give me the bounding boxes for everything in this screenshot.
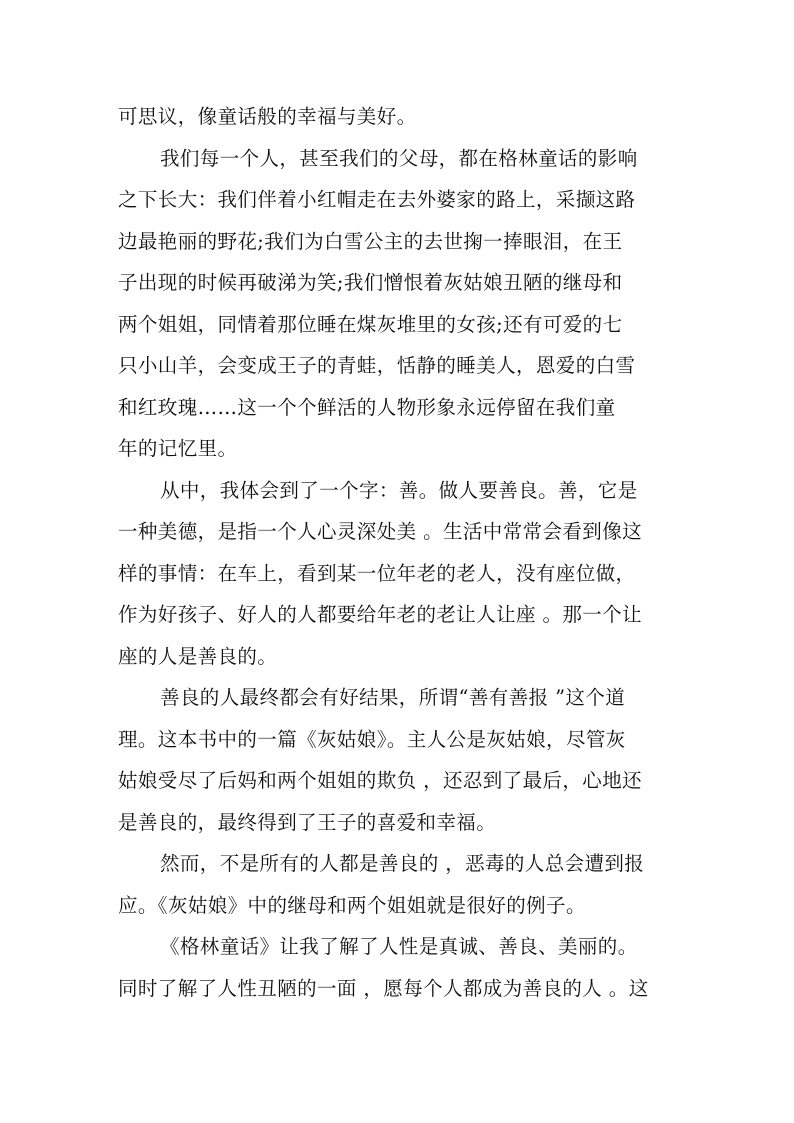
paragraph-start-line: 然而，不是所有的人都是善良的 ，恶毒的人总会遭到报 <box>160 852 645 875</box>
text-line: 姑娘受尽了后妈和两个姐姐的欺负 ，还忍到了最后，心地还 <box>118 769 642 792</box>
text-line: 作为好孩子、好人的人都要给年老的老让人让座 。那一个让 <box>118 603 642 626</box>
paragraph-start-line: 我们每一个人，甚至我们的父母，都在格林童话的影响 <box>160 146 638 170</box>
paragraph-start-line: 善良的人最终都会有好结果，所谓“善有善报 ”这个道 <box>160 686 626 709</box>
text-line: 和红玫瑰……这一个个鲜活的人物形象永远停留在我们童 <box>118 395 616 419</box>
text-line: 座的人是善良的。 <box>118 644 278 668</box>
paragraph-start-line: 《格林童话》让我了解了人性是真诚、善良、美丽的。 <box>160 935 638 958</box>
body-text <box>118 96 698 1009</box>
text-line: 两个姐姐，同情着那位睡在煤灰堆里的女孩;还有可爱的七 <box>118 312 623 336</box>
text-line: 同时了解了人性丑陋的一面 ，愿每个人都成为善良的人 。这 <box>118 976 649 1000</box>
text-line: 一种美德，是指一个人心灵深处美 。生活中常常会看到像这 <box>118 520 642 543</box>
text-line: 只小山羊，会变成王子的青蛙，恬静的睡美人，恩爱的白雪 <box>118 354 636 377</box>
paragraph-start-line: 从中，我体会到了一个字：善。做人要善良。善，它是 <box>160 478 638 502</box>
text-line: 可思议，像童话般的幸福与美好。 <box>118 105 417 128</box>
text-line: 理。这本书中的一篇《灰姑娘》。主人公是灰姑娘，尽管灰 <box>118 727 626 751</box>
text-line: 子出现的时候再破涕为笑;我们憎恨着灰姑娘丑陋的继母和 <box>118 271 623 294</box>
text-line: 之下长大：我们伴着小红帽走在去外婆家的路上，采撷这路 <box>118 188 636 211</box>
text-line: 应。《灰姑娘》中的继母和两个姐姐就是很好的例子。 <box>118 893 586 917</box>
text-line: 是善良的，最终得到了王子的喜爱和幸福。 <box>118 810 497 834</box>
text-line: 边最艳丽的野花;我们为白雪公主的去世掬一捧眼泪，在王 <box>118 229 623 253</box>
text-line: 样的事情：在车上，看到某一位年老的老人，没有座位做， <box>118 561 636 585</box>
text-line: 年的记忆里。 <box>118 437 238 460</box>
